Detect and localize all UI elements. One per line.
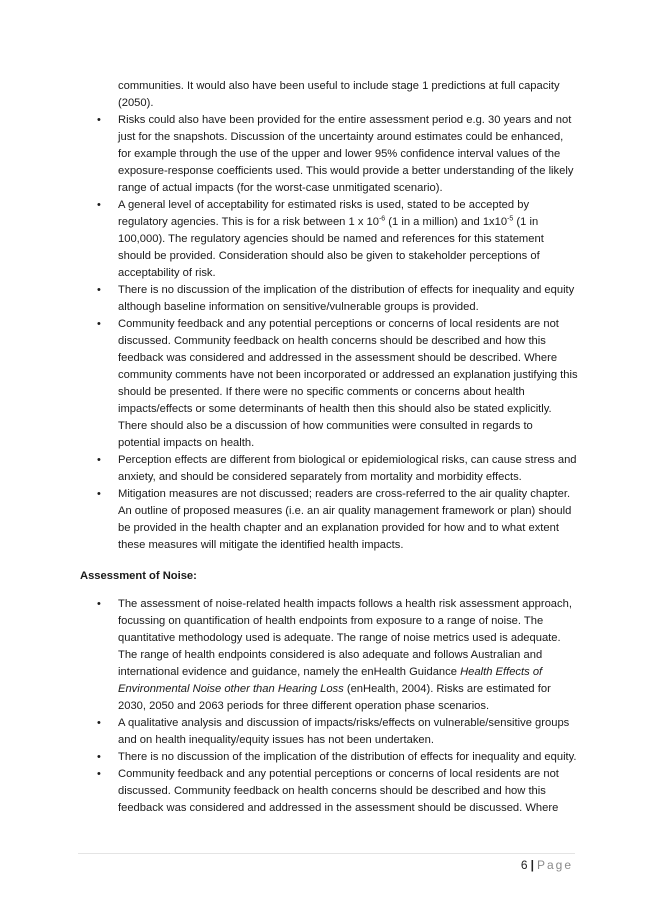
bullet-icon: • [97,114,101,126]
list-item: • There is no discussion of the implication of the distribution of effects for inequality and equity. [0,749,578,766]
bullet-icon: • [97,717,101,729]
list-item: • Risks could also have been provided for the entire assessment period e.g. 30 years and not just for the snapshots. Discussion of the uncertainty around estimates could be enhanced, for example through the use of the upper and lower 95% confidence interval values of the exposure-response coefficients used. This would provide a better understanding of the likely range of actual impacts (for the worst-case unmitigated scenario). [97,114,574,194]
continuation-paragraph: communities. It would also have been useful to include stage 1 predictions at full capacity (2050). [118,80,560,109]
noise-bullet-list [0,596,578,817]
section-heading-noise: Assessment of Noise: [80,570,197,582]
page-footer [521,858,573,872]
bullet-icon: • [97,284,101,296]
bullet-icon: • [97,768,101,780]
list-item: • A general level of acceptability for estimated risks is used, stated to be accepted by regulatory agencies. This is for a risk between 1 x $10^{-6}$ (1 in a million) and $1x10^{-5}$ (1 in 100,000). The regulatory agencies should be named and references for this statement should be provided. Consideration should also be given to stakeholder perceptions of acceptability of risk. [97,199,544,279]
bullet-icon: • [97,598,101,610]
list-item: • Community feedback and any potential perceptions or concerns of local residents are not discussed. Community feedback on health concerns should be described and how this feedback was considered and addressed in the assessment should be described. Where community comments have not been incorporated or addressed an explanation justifying this should be presented. If there were no specific comments or concerns about health impacts/effects or some determinants of health then this should also be stated explicitly. There should also be a discussion of how communities were consulted in regards to potential impacts on health. [97,318,578,449]
bullet-icon: • [97,199,101,211]
footer-separator: | [530,858,534,872]
list-item: • The assessment of noise-related health impacts follows a health risk assessment approach, focussing on quantification of health endpoints from exposure to a range of noise. The quantitative methodology used is adequate. The range of noise metrics used is adequate. The range of health endpoints considered is also adequate and follows Australian and international evidence and guidance, namely the enHealth Guidance Health Effects of Environmental Noise other than Hearing Loss (enHealth, 2004). Risks are estimated for 2030, 2050 and 2063 periods for three different operation phase scenarios. [97,598,572,712]
list-item: • There is no discussion of the implication of the distribution of effects for inequality and equity although baseline information on sensitive/vulnerable groups is provided. [97,284,575,313]
list-item: • A qualitative analysis and discussion of impacts/risks/effects on vulnerable/sensitive groups and on health inequality/equity issues has not been undertaken. [97,717,570,746]
bullet-icon: • [97,454,101,466]
bullet-icon: • [97,318,101,330]
list-item: • Mitigation measures are not discussed; readers are cross-referred to the air quality chapter. An outline of proposed measures (i.e. an air quality management framework or plan) should be provided in the health chapter and an explanation provided for how and to what extent these measures will mitigate the identified health impacts. [97,488,572,551]
health-risk-bullet-list [0,112,578,554]
footer-divider [78,853,575,854]
list-item: • Community feedback and any potential perceptions or concerns of local residents are not discussed. Community feedback on health concerns should be described and how this feedback was considered and addressed in the assessment should be discussed. Where [97,768,559,814]
bullet-icon: • [97,751,101,763]
bullet-icon: • [97,488,101,500]
list-item: • Perception effects are different from biological or epidemiological risks, can cause stress and anxiety, and should be considered separately from mortality and morbidity effects. [97,454,577,483]
page-number: 6 [520,858,528,872]
page-label: Page [536,858,573,872]
